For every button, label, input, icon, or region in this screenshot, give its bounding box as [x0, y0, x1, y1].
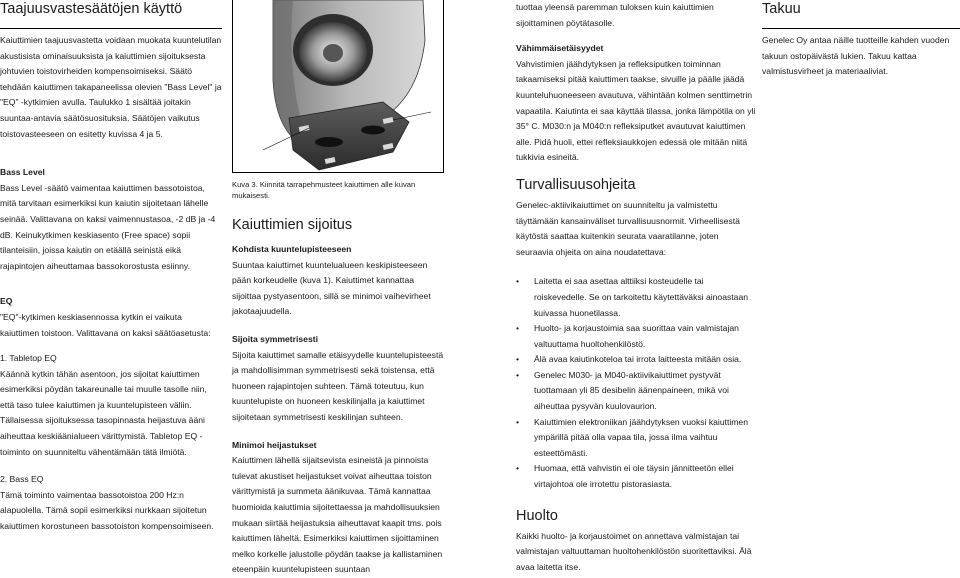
figure-3-caption: Kuva 3. Kiinnitä tarrapehmusteet kaiuttimen alle kuvan mukaisesti.: [232, 180, 416, 200]
safety-list-item: • Huolto- ja korjaustoimia saa suorittaa vain valmistajan valtuuttama huoltohenkilöstö.: [516, 321, 758, 352]
bass-level-heading: Bass Level: [0, 167, 45, 178]
safety-list: [516, 274, 758, 492]
safety-list-item: • Huomaa, että vahvistin ei ole täysin jännitteetön ellei virtajohtoa ole irrotettu pistorasiasta.: [516, 461, 758, 492]
figure-3-frame: [232, 0, 444, 173]
safety-list-item: • Älä avaa kaiutinkoteloa tai irrota laitteesta mitään osia.: [516, 352, 758, 368]
clearance-heading: Vähimmäisetäisyydet: [516, 43, 604, 54]
bass-eq-heading: 2. Bass EQ: [0, 474, 44, 485]
eq-intro-paragraph: Kaiuttimien taajuusvastetta voidaan muokata kuuntelutilan akustisista ominaisuuksista ja kaiuttimien sijoituksesta johtuvien toistovirheiden kompensoimiseksi. Säätö tehdään kaiuttimen takapaneelissa olevien "Bass Level" ja "EQ" -kytkimien avulla. Taulukko 1 sisältää joitakin suuntaa-antavia säätösuosituksia. Säätöjen vaikutus toistovasteeseen on esitetty kuvissa 4 ja 5.: [0, 35, 222, 139]
safety-list-item: • Genelec M030- ja M040-aktiivikaiuttimet pystyvät tuottamaan yli 85 desibelin äänenpaineen, mikä voi aiheuttaa pysyvän kuulovaurion.: [516, 368, 758, 415]
speaker-underside-illustration: [233, 0, 443, 172]
aim-heading: Kohdista kuuntelupisteeseen: [232, 244, 352, 254]
placement-continued-paragraph: tuottaa yleensä paremman tuloksen kuin kaiuttimien sijoittaminen pöytätasolle.: [516, 2, 714, 28]
warranty-paragraph: Genelec Oy antaa näille tuotteille kahden vuoden takuun ostopäivästä lukien. Takuu kattaa valmistusvirheet ja materiaaliviat.: [762, 35, 950, 77]
reflections-paragraph: Kaiuttimen lähellä sijaitsevista esineistä ja pinnoista tulevat akustiset heijastukset voivat aiheuttaa toiston värittymistä ja summeta äänikuvaa. Tämä kannattaa huomioida kaiuttimia sijoitettaessa ja mahdollisuuksien mukaan siirtää heijastuksia aiheuttavat kaapit tms. pois kaiuttimen läheltä. Esimerkiksi kaiuttimen sijoittaminen melko korkelle jalustolle pöydän taakse ja kallistaminen eteenpäin kuuntelupisteen suuntaan: [232, 455, 443, 575]
symmetry-paragraph: Sijoita kaiuttimet samalle etäisyydelle kuuntelupisteestä ja mahdollisimman symmetrisesti sekä toistensa, että huoneen rajapintojen suhteen. Tämä toteutuu, kun kuuntelupiste on huoneen keskilinjalla ja kaiuttimet sijoitetaan symmetrisesti keskilinjan suhteen.: [232, 349, 444, 422]
eq-heading: EQ: [0, 296, 13, 307]
section-title-safety: Turvallisuusohjeita: [516, 176, 636, 193]
section-title-eq-controls: Taajuusvastesäätöjen käyttö: [0, 1, 183, 17]
symmetry-heading: Sijoita symmetrisesti: [232, 333, 318, 344]
column-3: [516, 0, 758, 575]
tabletop-eq-heading: 1. Tabletop EQ: [0, 353, 57, 364]
column-4: [762, 0, 960, 80]
section-title-service: Huolto: [516, 507, 558, 524]
service-paragraph: Kaikki huolto- ja korjaustoimet on annettava valmistajan tai valmistajan valtuuttaman huoltohenkilöstön suoritettaviksi. Älä avaa laitetta itse.: [516, 530, 752, 572]
bass-level-paragraph: Bass Level -säätö vaimentaa kaiuttimen bassotoistoa, mitä tarvitaan esimerkiksi kun kaiutin sijoitetaan lähelle seinää. Valittavana on kaksi vaimennustasoa, -2 dB ja -4 dB. Keinukytkimen keskiasento (Free space) sopii tilanteisiin, joissa kaiutin on etäällä seinistä eikä rajapintojen aiheuttamaa bassokorostusta esiinny.: [0, 182, 216, 271]
tabletop-eq-paragraph: Käännä kytkin tähän asentoon, jos sijoitat kaiuttimen esimerkiksi pöydän takareunalle tai muulle tasolle niin, että taso tulee kaiuttimen ja kuuntelupisteen väliin. Tällaisessa sijoituksessa tasopinnasta heijastuva ääni aiheuttaa keskiäänialueen värittymistä. Tabletop EQ -toiminto on suunniteltu vähentämään tätä ilmiötä.: [0, 368, 207, 457]
column-2: [232, 179, 444, 578]
safety-list-item: • Kaiuttimien elektroniikan jäähdytyksen vuoksi kaiuttimen ympärillä pitää olla vapaa tila, jossa ilma vaihtuu esteettömästi.: [516, 415, 758, 462]
warranty-title-divider: [762, 28, 960, 29]
safety-list-item: • Laitetta ei saa asettaa alttiiksi kosteudelle tai roiskevedelle. Se on tarkoitettu käytettäväksi ainoastaan kuivassa huonetilassa.: [516, 274, 758, 321]
eq-paragraph: "EQ"-kytkimen keskiasennossa kytkin ei vaikuta kaiuttimen toistoon. Valittavana on kaksi säätöasetusta:: [0, 311, 211, 338]
bass-eq-paragraph: Tämä toiminto vaimentaa bassotoistoa 200 Hz:n alapuolella. Tämä sopii esimerkiksi nurkkaan sijoitetun kaiuttimen korostuneen bassotoiston kompensoimiseen.: [0, 489, 214, 532]
aim-paragraph: Suuntaa kaiuttimet kuuntelualueen keskipisteeseen pään korkeudelle (kuva 1). Kaiuttimet kannattaa sijoittaa pystyasentoon, sillä se minimoi vaihevirheet jakotaajuudella.: [232, 259, 431, 317]
safety-intro-paragraph: Genelec-aktiivikaiuttimet on suunniteltu ja valmistettu täyttämään kansainväliset turvallisuusnormit. Virheellisestä käytöstä saattaa kuitenkin seurata vaaratilanne, joten seuraavia ohjeita on aina noudatettava:: [516, 199, 740, 257]
title-divider: [0, 28, 222, 29]
reflections-heading: Minimoi heijastukset: [232, 439, 317, 450]
section-title-warranty: Takuu: [762, 1, 801, 17]
column-1: [0, 0, 222, 535]
section-title-placement: Kaiuttimien sijoitus: [232, 217, 353, 233]
clearance-paragraph: Vahvistimien jäähdytyksen ja refleksiputken toiminnan takaamiseksi pitää kaiuttimen taakse, sivuille ja päälle jäädä kuunteluhuoneeseen avautuva, vähintään kolmen senttimetrin vapaatila. Kaiutinta ei saa käyttää tilassa, jonka lämpötila on yli 35° C. M030:n ja M040:n refleksiputket avautuvat kaiuttimen alle. Pidä huoli, ettei refleksiaukkojen edessä ole mitään niitä tukkivia esineitä.: [516, 58, 756, 163]
